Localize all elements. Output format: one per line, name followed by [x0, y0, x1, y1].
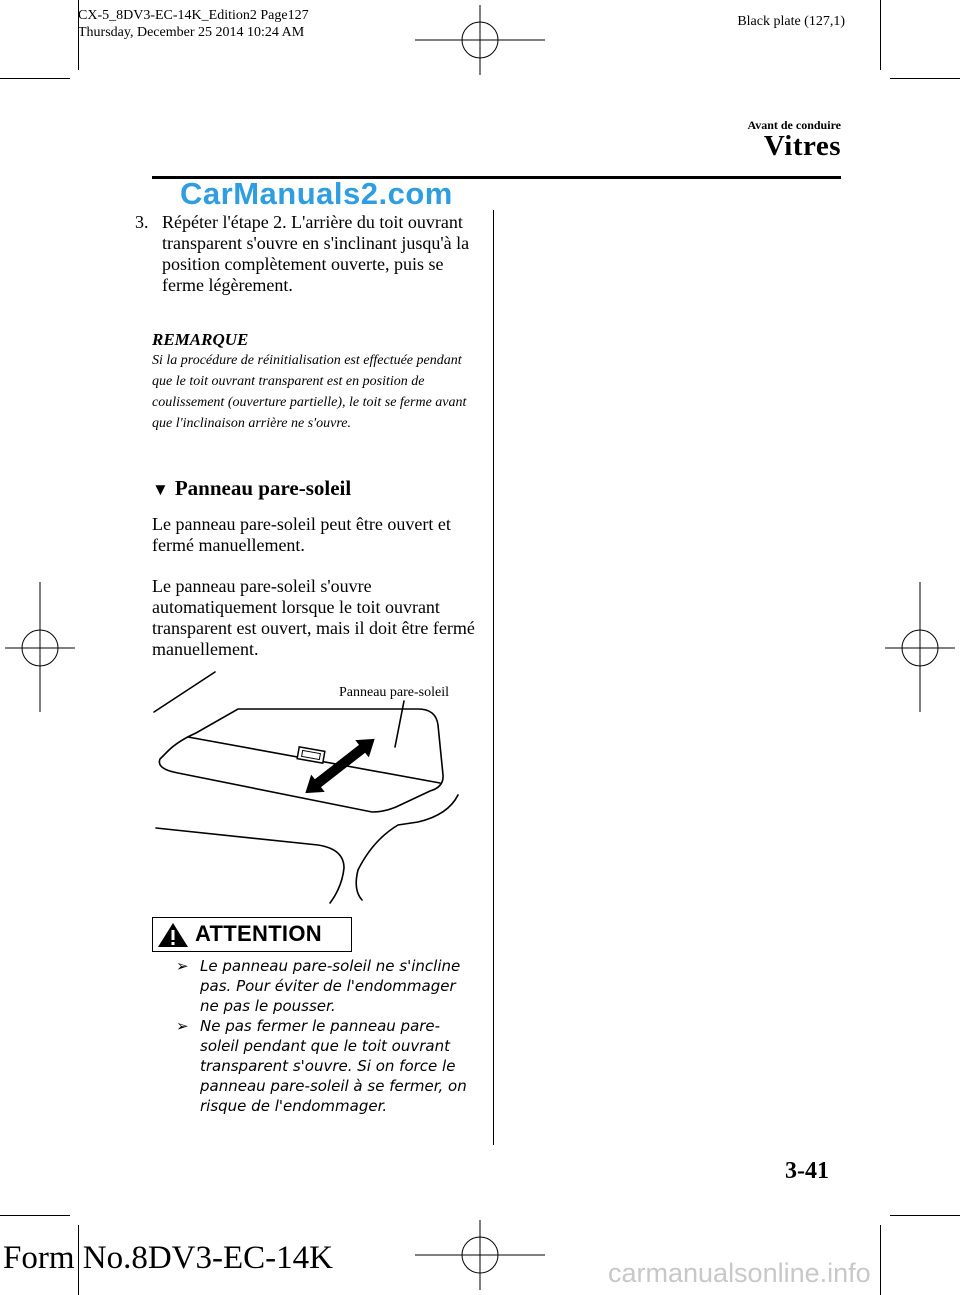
attention-item-text: Le panneau pare-soleil ne s'incline pas. Pour éviter de l'endommager ne pas le pousser.: [200, 957, 461, 1015]
arrowhead-bullet-icon: ➢: [176, 957, 189, 975]
attention-item: [176, 956, 476, 1016]
attention-item-text: Ne pas fermer le panneau pare-soleil pendant que le toit ouvrant transparent s'ouvre. Si on force le panneau pare-soleil à se fermer, on risque de l'endommager.: [200, 1017, 467, 1115]
step-text: Répéter l'étape 2. L'arrière du toit ouvrant transparent s'ouvre en s'inclinant jusqu'à la position complètement ouverte, puis se ferme légèrement.: [162, 212, 470, 295]
warning-triangle-icon: [157, 922, 189, 948]
print-header: [78, 7, 309, 41]
double-arrow-icon: [299, 730, 382, 802]
paragraph-2: Le panneau pare-soleil s'ouvre automatiquement lorsque le toit ouvrant transparent est ouvert, mais il doit être fermé manuellement.: [152, 576, 475, 659]
figure-callout: Panneau pare-soleil: [339, 685, 450, 700]
attention-banner: [152, 917, 352, 952]
arrowhead-bullet-icon: ➢: [176, 1017, 189, 1035]
chapter-label: Avant de conduire: [747, 118, 841, 132]
subsection-title: Panneau pare-soleil: [174, 476, 352, 500]
plate-label: Black plate (127,1): [737, 14, 845, 29]
form-number: Form No.8DV3-EC-14K: [3, 1240, 333, 1276]
paragraph-1: Le panneau pare-soleil peut être ouvert et fermé manuellement.: [152, 514, 451, 555]
site-watermark: carmanualsonline.info: [608, 1258, 871, 1288]
column-divider: [493, 210, 494, 1145]
attention-item: [176, 1016, 476, 1116]
doc-id: CX-5_8DV3-EC-14K_Edition2 Page127: [78, 8, 309, 23]
subsection-heading: [152, 476, 351, 501]
section-title: Vitres: [763, 130, 841, 162]
watermark-logo: CarManuals2.com: [180, 176, 453, 211]
page-number: 3-41: [785, 1158, 829, 1184]
triangle-bullet-icon: ▼: [152, 480, 169, 499]
print-timestamp: Thursday, December 25 2014 10:24 AM: [78, 25, 305, 40]
note-heading: REMARQUE: [152, 330, 249, 349]
sunshade-handle-icon: [297, 747, 325, 763]
sunshade-illustration: [148, 665, 478, 910]
note-text: Si la procédure de réinitialisation est effectuée pendant que le toit ouvrant transparent est en position de coulissement (ouverture partielle), le toit se ferme avant que l'inclinaison arrière ne s'ouvre.: [152, 353, 467, 431]
step-number: 3.: [135, 212, 149, 232]
attention-list: [176, 956, 476, 1116]
attention-label: ATTENTION: [195, 921, 322, 946]
